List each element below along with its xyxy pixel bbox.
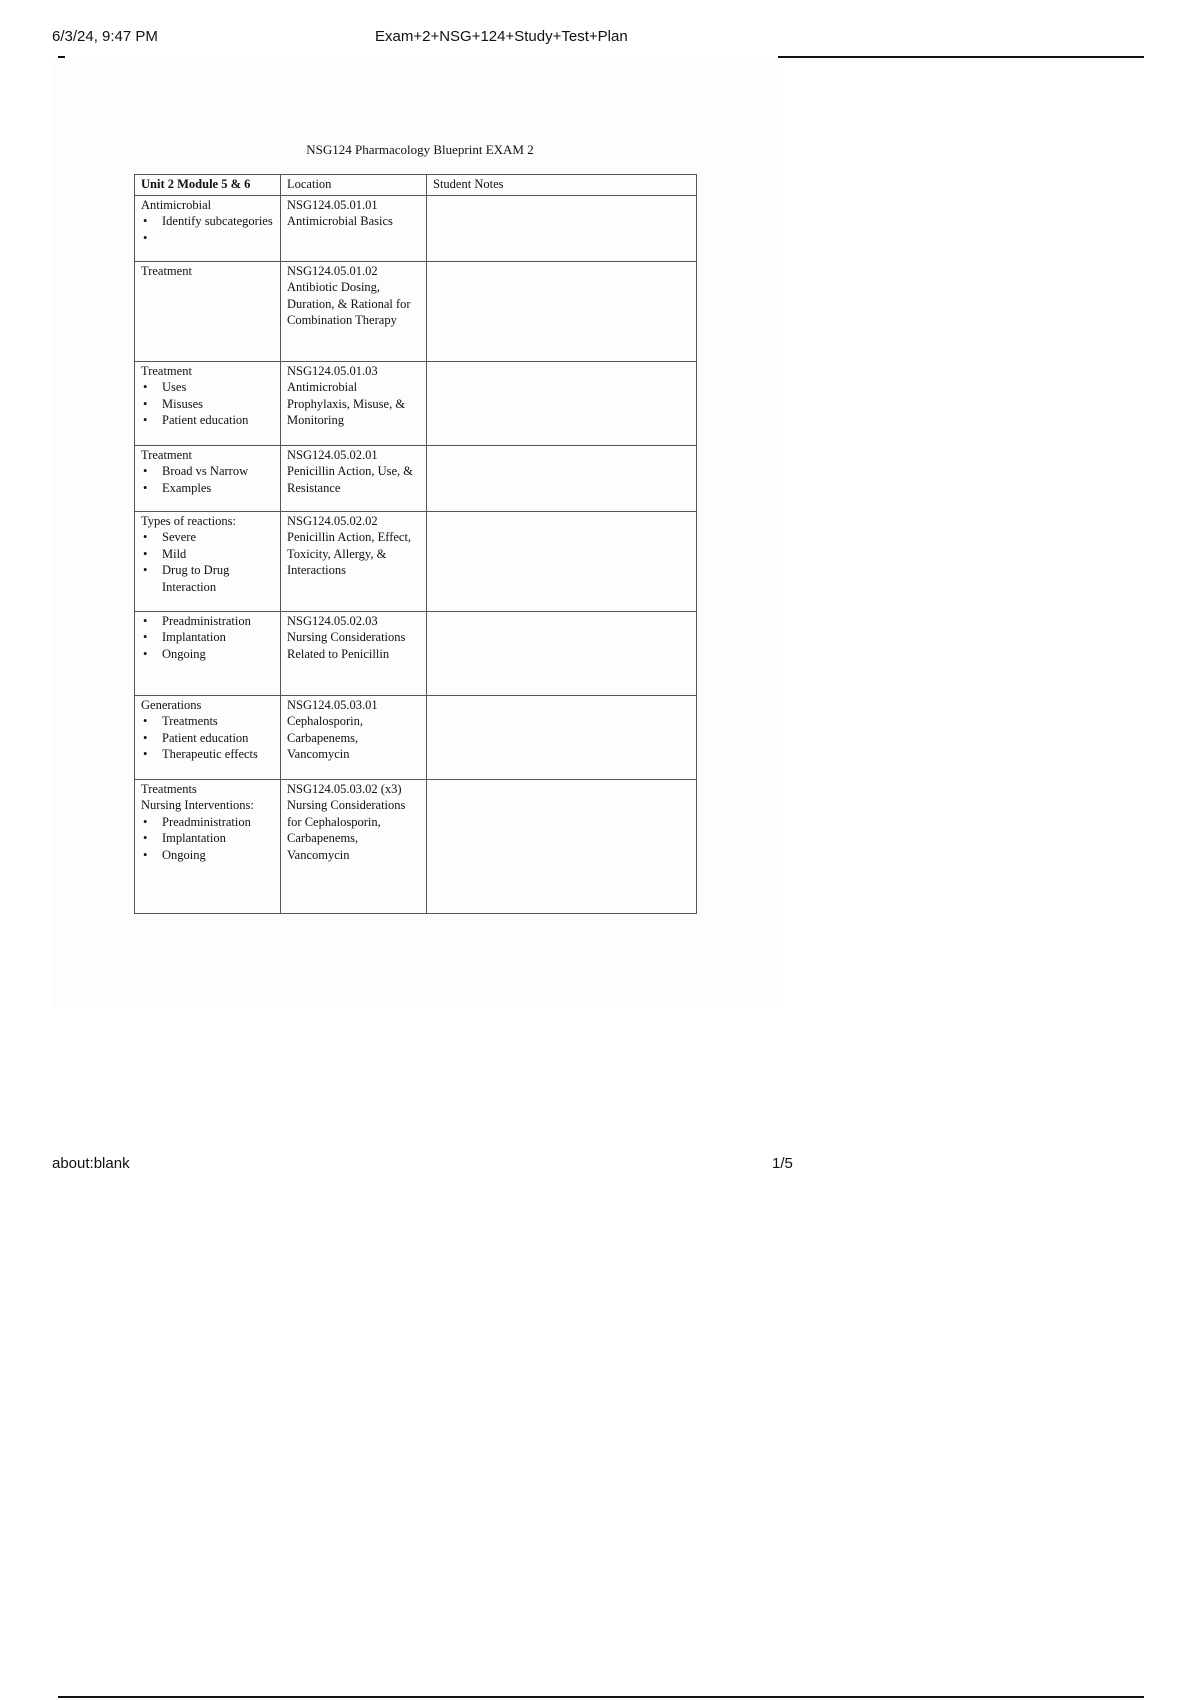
location-cell: NSG124.05.01.02 Antibiotic Dosing, Duration, & Rational for Combination Therapy (281, 261, 427, 361)
bottom-rule (58, 1696, 1144, 1698)
location-cell: NSG124.05.01.03 Antimicrobial Prophylaxis, Misuse, & Monitoring (281, 361, 427, 445)
bullet-item: • Ongoing (162, 646, 274, 663)
bullet-item: • Implantation (162, 830, 274, 847)
bullet-item (162, 230, 274, 247)
topic-cell (135, 611, 281, 695)
print-title: Exam+2+NSG+124+Study+Test+Plan (375, 28, 628, 45)
topic-bullets (141, 529, 274, 595)
table-row (135, 445, 697, 511)
bullet-item: • Preadministration (162, 613, 274, 630)
location-cell: NSG124.05.02.03 Nursing Considerations Related to Penicillin (281, 611, 427, 695)
bullet-item: • Drug to Drug Interaction (162, 562, 274, 595)
column-header-notes: Student Notes (427, 175, 697, 196)
table-row (135, 261, 697, 361)
notes-cell[interactable] (427, 361, 697, 445)
topic-bullets (141, 379, 274, 429)
bullet-item: • Patient education (162, 412, 274, 429)
location-cell: NSG124.05.03.01 Cephalosporin, Carbapenems, Vancomycin (281, 695, 427, 779)
location-cell: NSG124.05.01.01 Antimicrobial Basics (281, 195, 427, 261)
document-title: NSG124 Pharmacology Blueprint EXAM 2 (306, 142, 534, 157)
table-row (135, 695, 697, 779)
location-cell: NSG124.05.02.01 Penicillin Action, Use, & Resistance (281, 445, 427, 511)
print-url: about:blank (52, 1155, 130, 1172)
blueprint-table (134, 174, 697, 914)
topic-cell (135, 779, 281, 913)
table-row (135, 779, 697, 913)
topic-cell (135, 511, 281, 611)
notes-cell[interactable] (427, 695, 697, 779)
topic-cell (135, 195, 281, 261)
table-row (135, 361, 697, 445)
topic-label: Antimicrobial (141, 197, 212, 212)
bullet-item: • Preadministration (162, 814, 274, 831)
location-cell: NSG124.05.02.02 Penicillin Action, Effect, Toxicity, Allergy, & Interactions (281, 511, 427, 611)
bullet-item: • Identify subcategories (162, 213, 274, 230)
notes-cell[interactable] (427, 779, 697, 913)
topic-cell (135, 445, 281, 511)
bullet-item: • Examples (162, 480, 274, 497)
notes-cell[interactable] (427, 261, 697, 361)
topic-label: Treatments (141, 781, 197, 796)
column-header-module: Unit 2 Module 5 & 6 (135, 175, 281, 196)
table-row (135, 195, 697, 261)
location-cell: NSG124.05.03.02 (x3) Nursing Considerations for Cephalosporin, Carbapenems, Vancomycin (281, 779, 427, 913)
bullet-item: • Implantation (162, 629, 274, 646)
topic-cell (135, 695, 281, 779)
topic-label: Nursing Interventions: (141, 798, 254, 812)
bullet-item: • Treatments (162, 713, 274, 730)
bullet-item: • Severe (162, 529, 274, 546)
topic-label: Treatment (141, 263, 192, 278)
header-rule (778, 56, 1144, 58)
topic-bullets (141, 713, 274, 763)
header-mark (58, 56, 65, 58)
bullet-item: • Ongoing (162, 847, 274, 864)
topic-bullets (141, 814, 274, 864)
topic-bullets (141, 463, 274, 496)
bullet-item: • Mild (162, 546, 274, 563)
topic-cell (135, 261, 281, 361)
notes-cell[interactable] (427, 445, 697, 511)
notes-cell[interactable] (427, 611, 697, 695)
topic-label: Treatment (141, 447, 192, 462)
notes-cell[interactable] (427, 511, 697, 611)
topic-label: Treatment (141, 363, 192, 378)
table-row (135, 511, 697, 611)
topic-bullets (141, 213, 274, 246)
page-number: 1/5 (772, 1155, 793, 1172)
topic-label: Generations (141, 697, 202, 712)
bullet-item: • Misuses (162, 396, 274, 413)
bullet-item: • Broad vs Narrow (162, 463, 274, 480)
topic-cell (135, 361, 281, 445)
topic-label: Types of reactions: (141, 513, 236, 528)
bullet-item: • Therapeutic effects (162, 746, 274, 763)
topic-bullets (141, 613, 274, 663)
table-row (135, 611, 697, 695)
table-header-row (135, 175, 697, 196)
bullet-item: • Patient education (162, 730, 274, 747)
print-datetime: 6/3/24, 9:47 PM (52, 28, 158, 45)
column-header-location: Location (281, 175, 427, 196)
bullet-item: • Uses (162, 379, 274, 396)
notes-cell[interactable] (427, 195, 697, 261)
